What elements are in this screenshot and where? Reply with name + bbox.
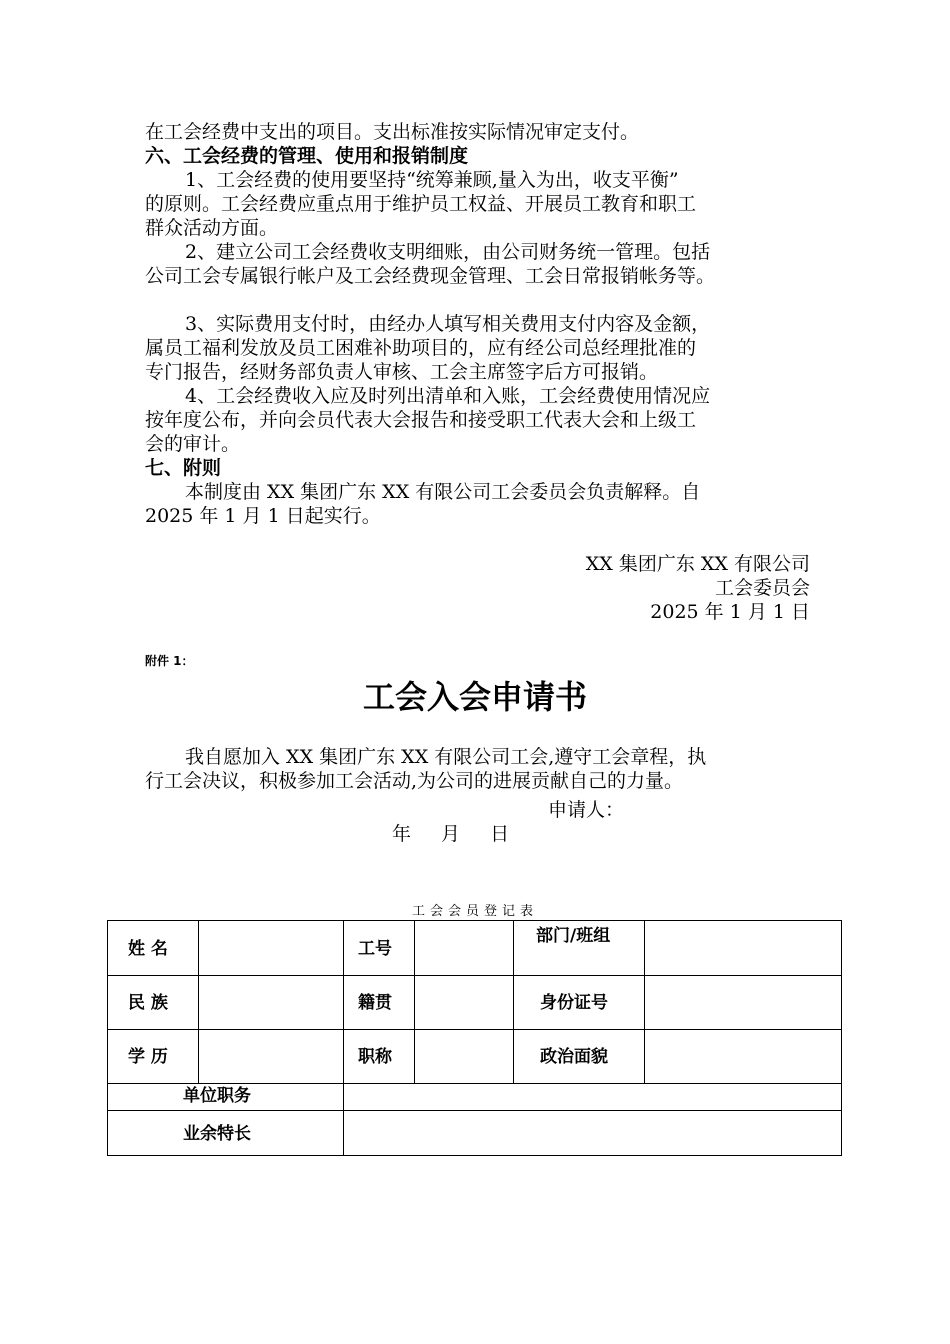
paragraph-line: 群众活动方面。 [145, 217, 279, 239]
signature-committee: 工会委员会 [714, 577, 810, 599]
label-native-place: 籍贯 [358, 993, 392, 1013]
paragraph-line: 2、建立公司工会经费收支明细账，由公司财务统一管理。包括 [185, 241, 711, 263]
label-id-number: 身份证号 [540, 993, 608, 1013]
paragraph-line: 本制度由 XX 集团广东 XX 有限公司工会委员会负责解释。自 [185, 481, 701, 503]
section-heading-7: 七、附则 [145, 457, 222, 479]
application-text [145, 745, 810, 793]
signature-date: 2025 年 1 月 1 日 [650, 601, 810, 623]
label-name: 姓 名 [128, 939, 168, 959]
label-specialty: 业余特长 [183, 1124, 251, 1144]
label-education: 学 历 [128, 1047, 168, 1067]
paragraph-line: 的原则。工会经费应重点用于维护员工权益、开展员工教育和职工 [145, 193, 697, 215]
application-title: 工会入会申请书 [362, 678, 587, 716]
label-professional-title: 职称 [358, 1047, 392, 1067]
section-heading-6: 六、工会经费的管理、使用和报销制度 [145, 145, 469, 167]
signature-company: XX 集团广东 XX 有限公司 [585, 553, 810, 575]
label-ethnicity: 民 族 [128, 993, 168, 1013]
paragraph-line: 公司工会专属银行帐户及工会经费现金管理、工会日常报销帐务等。 [145, 265, 716, 287]
paragraph-line: 属员工福利发放及员工困难补助项目的，应有经公司总经理批准的 [145, 337, 697, 359]
table-title: 工会会员登记表 [411, 904, 538, 919]
member-registration-table [107, 920, 842, 1156]
attachment-label: 附件 1： [145, 654, 194, 668]
paragraph-line: 1、工会经费的使用要坚持“统筹兼顾,量入为出，收支平衡” [185, 169, 679, 191]
applicant-label: 申请人： [548, 799, 625, 821]
paragraph-line: 按年度公布，并向会员代表大会报告和接受职工代表大会和上级工 [145, 409, 697, 431]
regulation-body [145, 120, 810, 624]
paragraph-line: 行工会决议，积极参加工会活动,为公司的进展贡献自己的力量。 [145, 770, 684, 792]
paragraph-line: 3、实际费用支付时，由经办人填写相关费用支付内容及金额， [185, 313, 711, 335]
label-position: 单位职务 [183, 1086, 251, 1106]
date-placeholder: 年 月 日 [392, 823, 510, 845]
paragraph-line: 专门报告，经财务部负责人审核、工会主席签字后方可报销。 [145, 361, 659, 383]
paragraph-line: 4、工会经费收入应及时列出清单和入账，工会经费使用情况应 [185, 385, 711, 407]
paragraph-line: 我自愿加入 XX 集团广东 XX 有限公司工会,遵守工会章程，执 [185, 746, 707, 768]
label-political-status: 政治面貌 [540, 1047, 608, 1067]
paragraph-line: 会的审计。 [145, 433, 241, 455]
paragraph-line: 2025 年 1 月 1 日起实行。 [145, 505, 381, 527]
paragraph-line: 在工会经费中支出的项目。支出标准按实际情况审定支付。 [145, 121, 640, 143]
label-job-number: 工号 [358, 939, 392, 959]
label-department: 部门/班组 [536, 926, 611, 946]
